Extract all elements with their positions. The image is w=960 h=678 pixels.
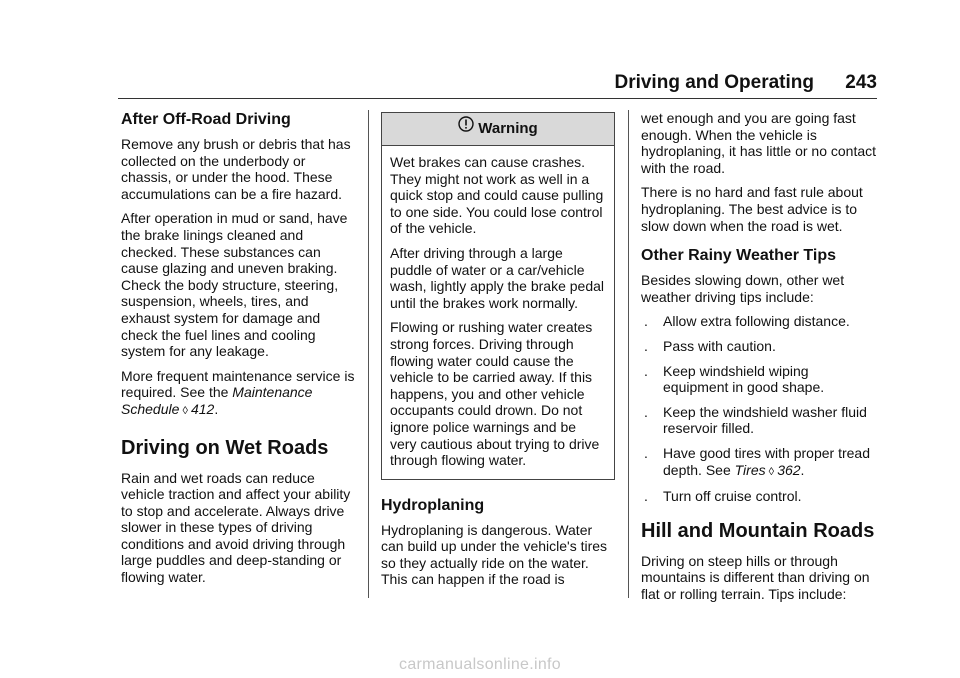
heading-after-off-road-driving: After Off-Road Driving (121, 111, 291, 128)
page-reference-icon: ◊ (765, 465, 778, 478)
heading-hill-and-mountain-roads: Hill and Mountain Roads (641, 519, 875, 542)
paragraph: Hydroplaning is dangerous. Water can build up under the vehicle's tires so they actually ride on the water. This can happen if the road is (381, 521, 608, 588)
column-left (121, 110, 355, 594)
page-reference-icon: ◊ (179, 404, 191, 417)
paragraph: After operation in mud or sand, have the brake linings cleaned and checked. These substances can cause glazing and uneven braking. Check the body structure, steering, suspension, wheels, tires, and exhaust system for damage and check the fuel lines and cooling system for any leakage. (121, 210, 348, 360)
page-header (118, 72, 877, 99)
page-ref-number: 362 (777, 461, 801, 478)
heading-driving-on-wet-roads: Driving on Wet Roads (121, 436, 329, 459)
heading-hydroplaning: Hydroplaning (381, 496, 485, 514)
tips-list (641, 313, 877, 504)
warning-body (382, 146, 614, 479)
column-right (641, 110, 877, 610)
warning-header (382, 113, 614, 146)
section-title: Driving and Operating (614, 72, 814, 93)
warning-title: Warning (478, 120, 538, 137)
column-divider (628, 110, 629, 598)
column-middle (381, 110, 615, 596)
paragraph: Besides slowing down, other wet weather driving tips include: (641, 272, 845, 305)
list-item: . Pass with caution. (644, 337, 776, 354)
list-item: . Allow extra following distance. (644, 313, 850, 330)
warning-paragraph: Flowing or rushing water creates strong forces. Driving through flowing water could cause the vehicle to be carried away. If this happens, you and other vehicle occupants could drown. Do not ignore police warnings and be very cautious about trying to drive through flowing water. (390, 319, 600, 469)
paragraph: There is no hard and fast rule about hydroplaning. The best advice is to slow down when the road is wet. (641, 184, 863, 234)
paragraph: Remove any brush or debris that has collected on the underbody or chassis, or under the hood. These accumulations can be a fire hazard. (121, 136, 351, 202)
list-item: . Keep windshield wiping equipment in good shape. (644, 362, 825, 396)
warning-paragraph: Wet brakes can cause crashes. They might not work as well in a quick stop and could cause pulling to one side. You could lose control of the vehicle. (390, 154, 604, 237)
page-ref-number: 412 (190, 400, 215, 417)
header-divider (118, 98, 877, 99)
paragraph: Rain and wet roads can reduce vehicle traction and affect your ability to stop and accelerate. Always drive slower in these types of driving conditions and avoid driving through large puddles and deep-standing or flowing water. (121, 469, 351, 586)
paragraph-maintenance-reference: More frequent maintenance service is required. See the Maintenance Schedule ◊ 412. (121, 367, 355, 417)
list-item: . Have good tires with proper tread depth. See Tires ◊ 362. (644, 444, 870, 478)
warning-paragraph: After driving through a large puddle of water or a car/vehicle wash, lightly apply the brake pedal until the brakes work normally. (390, 244, 605, 311)
heading-other-rainy-weather-tips: Other Rainy Weather Tips (641, 247, 837, 265)
maintenance-schedule-link[interactable]: Maintenance Schedule (121, 384, 313, 417)
paragraph: Driving on steep hills or through mountains is different than driving on flat or rolling terrain. Tips include: (641, 552, 870, 602)
list-item: . Turn off cruise control. (644, 488, 802, 505)
paragraph: wet enough and you are going fast enough. When the vehicle is hydroplaning, it has little or no contact with the road. (641, 110, 877, 176)
column-divider (368, 110, 369, 598)
watermark: carmanualsonline.info (399, 656, 561, 673)
warning-box (381, 112, 615, 480)
warning-icon (458, 112, 474, 144)
list-item: . Keep the windshield washer fluid reservoir filled. (644, 403, 867, 437)
tires-link[interactable]: Tires (734, 461, 766, 478)
page-number: 243 (845, 72, 877, 93)
